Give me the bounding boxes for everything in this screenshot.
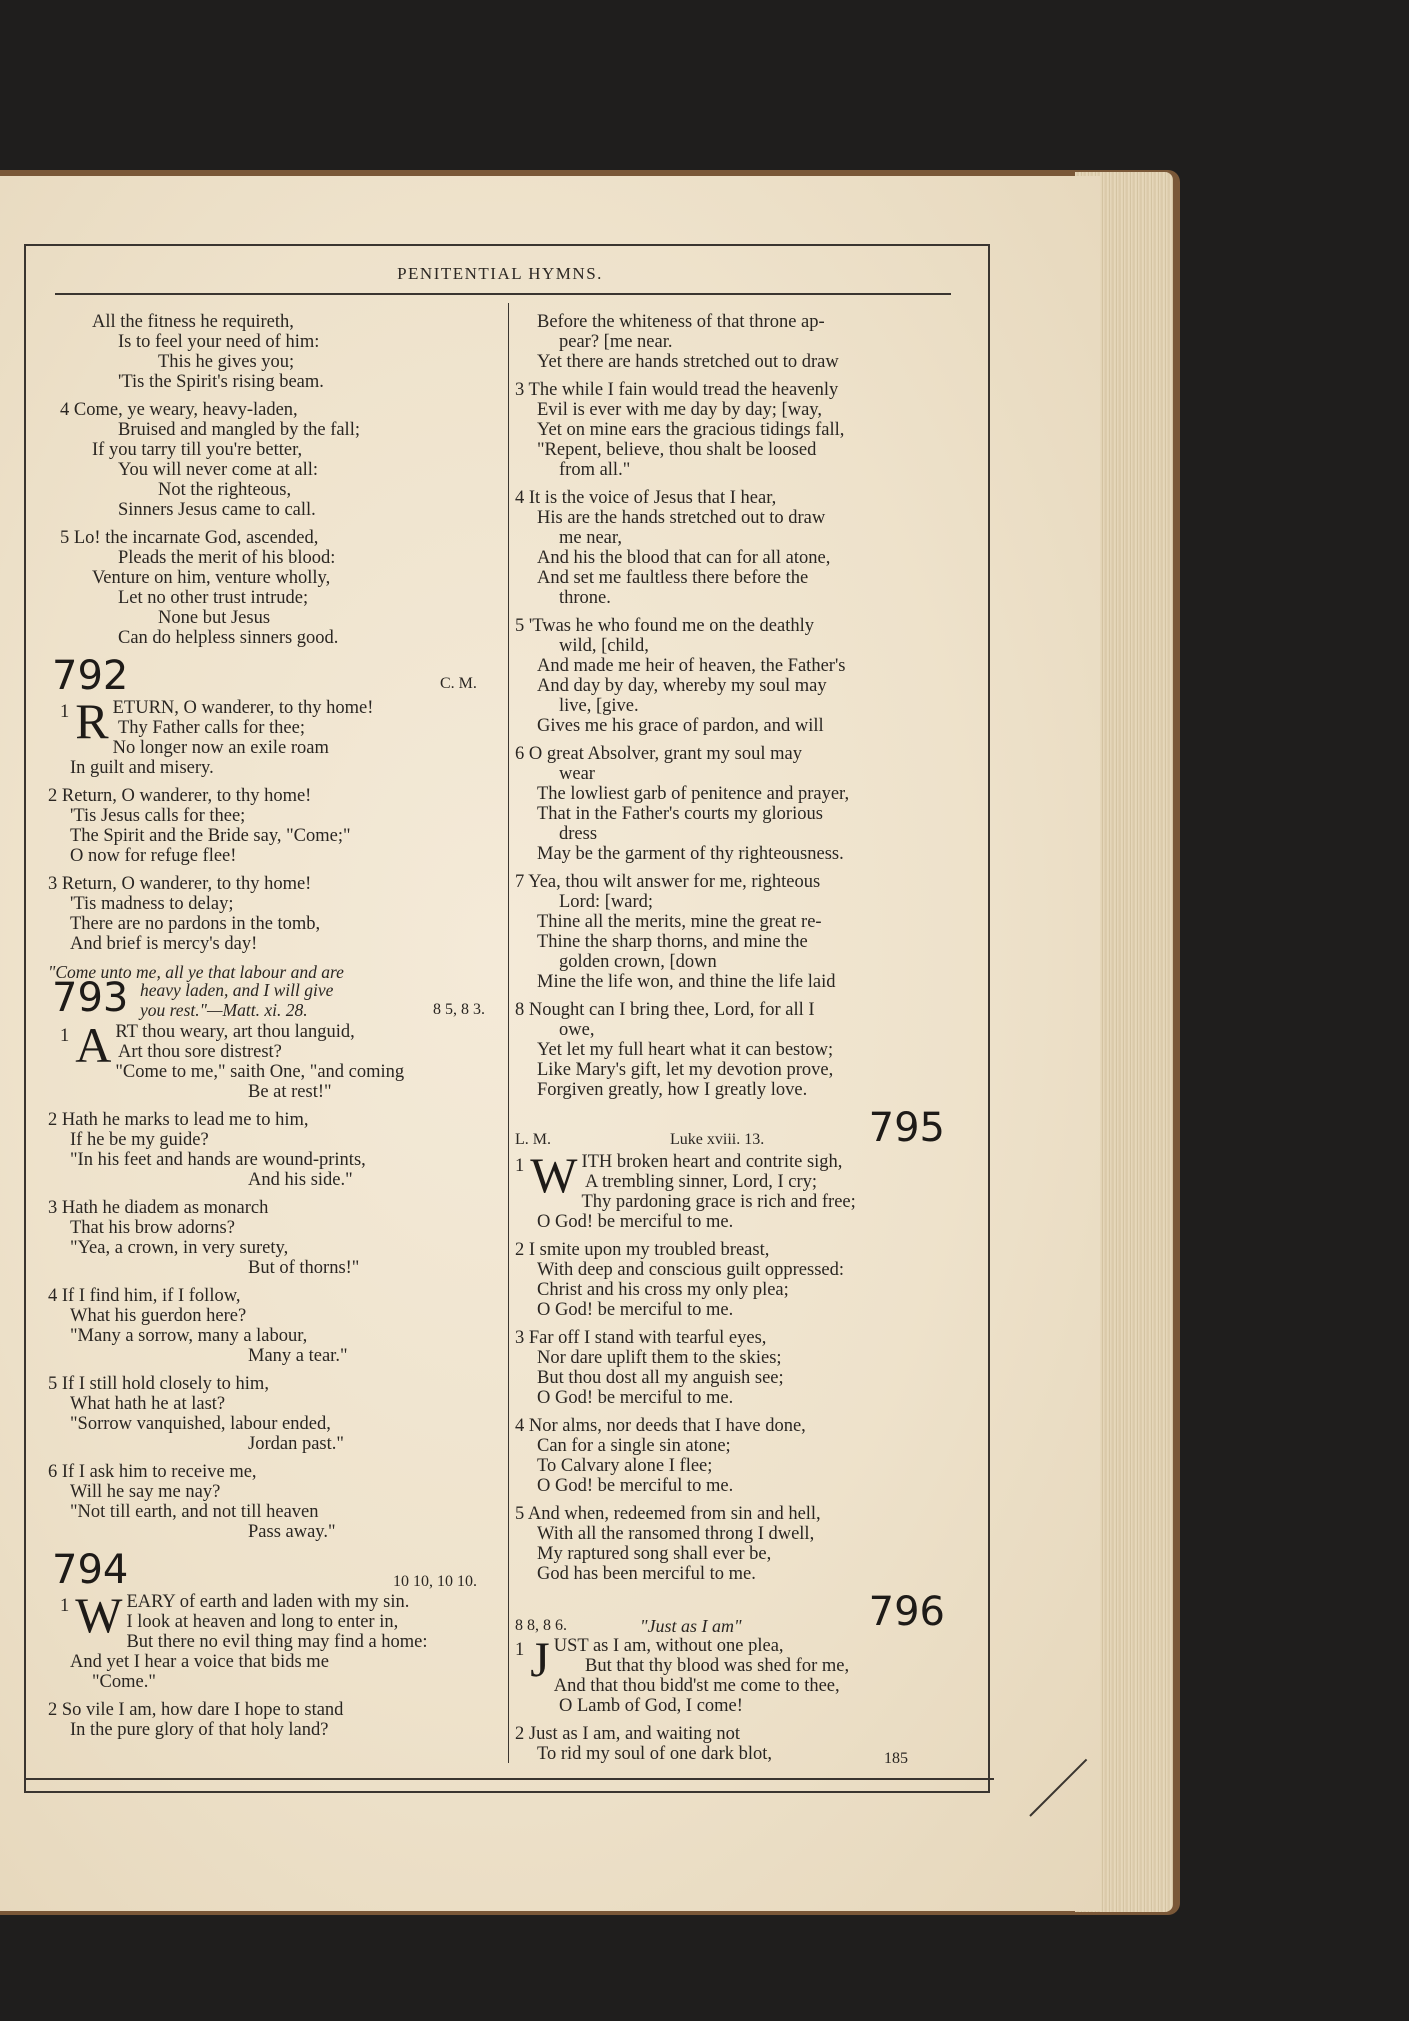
hymn-meter: 8 8, 8 6. <box>515 1617 567 1634</box>
verse-line: But there no evil thing may find a home: <box>126 1632 428 1652</box>
verse-line: And yet I hear a voice that bids me <box>70 1652 329 1672</box>
verse-line: O God! be merciful to me. <box>537 1212 734 1232</box>
verse-line: What hath he at last? <box>70 1394 226 1414</box>
verse-line: My raptured song shall ever be, <box>537 1544 772 1564</box>
verse-line: With all the ransomed throng I dwell, <box>537 1524 815 1544</box>
verse-line: All the fitness he requireth, <box>92 312 294 332</box>
verse-line: That in the Father's courts my glorious <box>537 804 823 824</box>
verse-line: Can for a single sin atone; <box>537 1436 731 1456</box>
verse-line: "Repent, believe, thou shalt be loosed <box>537 440 817 460</box>
verse-line: Forgiven greatly, how I greatly love. <box>537 1080 808 1100</box>
verse-line: "Not till earth, and not till heaven <box>70 1502 319 1522</box>
verse-line: And day by day, whereby my soul may <box>537 676 827 696</box>
verse-line: None but Jesus <box>158 608 271 628</box>
verse-line: Let no other trust intrude; <box>118 588 309 608</box>
hymn-791-continuation <box>48 312 498 648</box>
hymn-number: 792 <box>52 653 129 699</box>
hymn-title: "Just as I am" <box>640 1616 742 1636</box>
verse-line: To rid my soul of one dark blot, <box>537 1744 773 1764</box>
verse-number: 1 <box>60 1596 70 1616</box>
verse-line: Like Mary's gift, let my devotion prove, <box>537 1060 834 1080</box>
hymn-794-continuation <box>515 312 965 1100</box>
verse-line: 2 Just as I am, and waiting not <box>515 1724 741 1744</box>
verse-line: 4 Nor alms, nor deeds that I have done, <box>515 1416 806 1436</box>
hymn-796-header <box>515 1590 965 1636</box>
hymn-792-body <box>48 718 498 954</box>
hymn-meter: 10 10, 10 10. <box>393 1573 477 1590</box>
verse-line: "Many a sorrow, many a labour, <box>70 1326 308 1346</box>
hymn-number: 795 <box>868 1105 945 1151</box>
verse-line: Can do helpless sinners good. <box>118 628 339 648</box>
verse-line: What his guerdon here? <box>70 1306 247 1326</box>
verse-line: ETURN, O wanderer, to thy home! <box>112 698 374 718</box>
verse-line: To Calvary alone I flee; <box>537 1456 713 1476</box>
hymn-number: 793 <box>52 975 129 1021</box>
drop-cap: W <box>75 1587 123 1643</box>
hymn-795-header <box>515 1106 965 1152</box>
verse-line: "Yea, a crown, in very surety, <box>70 1238 289 1258</box>
verse-line: Art thou sore distrest? <box>118 1042 282 1062</box>
verse-line: Bruised and mangled by the fall; <box>118 420 360 440</box>
verse-line: 5 And when, redeemed from sin and hell, <box>515 1504 821 1524</box>
verse-line: Venture on him, venture wholly, <box>92 568 331 588</box>
verse-line: Sinners Jesus came to call. <box>118 500 316 520</box>
verse-line: Be at rest!" <box>248 1082 332 1102</box>
page-number: 185 <box>884 1750 908 1767</box>
verse-line: 7 Yea, thou wilt answer for me, righteous <box>515 872 821 892</box>
right-column <box>515 312 965 1764</box>
hymn-795-body <box>515 1172 965 1584</box>
verse-line: Will he say me nay? <box>70 1482 221 1502</box>
verse-line: 'Tis the Spirit's rising beam. <box>118 372 324 392</box>
verse-line: 4 If I find him, if I follow, <box>48 1286 241 1306</box>
verse-line: golden crown, [down <box>559 952 717 972</box>
column-rule <box>508 303 509 1763</box>
verse-line: EARY of earth and laden with my sin. <box>126 1592 410 1612</box>
hymn-meter: 8 5, 8 3. <box>433 1001 485 1018</box>
hymn-793-motto-line-1: "Come unto me, all ye that labour and are <box>48 962 344 982</box>
verse-line: Christ and his cross my only plea; <box>537 1280 789 1300</box>
verse-line: In the pure glory of that holy land? <box>70 1720 329 1740</box>
verse-line: O God! be merciful to me. <box>537 1476 734 1496</box>
verse-line: owe, <box>559 1020 595 1040</box>
verse-line: But thou dost all my anguish see; <box>537 1368 784 1388</box>
verse-line: O now for refuge flee! <box>70 846 237 866</box>
running-head: PENITENTIAL HYMNS. <box>397 264 603 283</box>
hymn-793-motto-line-2: heavy laden, and I will give <box>140 980 334 1000</box>
drop-cap: A <box>75 1017 112 1073</box>
verse-line: "In his feet and hands are wound-prints, <box>70 1150 366 1170</box>
verse-line: And made me heir of heaven, the Father's <box>537 656 846 676</box>
verse-line: 6 O great Absolver, grant my soul may <box>515 744 802 764</box>
verse-line: 3 Hath he diadem as monarch <box>48 1198 269 1218</box>
verse-line: 3 Return, O wanderer, to thy home! <box>48 874 312 894</box>
verse-line: But that thy blood was shed for me, <box>585 1656 850 1676</box>
verse-line: There are no pardons in the tomb, <box>70 914 321 934</box>
verse-line: May be the garment of thy righteousness. <box>537 844 844 864</box>
verse-line: Before the whiteness of that throne ap- <box>537 312 825 332</box>
verse-line: "Sorrow vanquished, labour ended, <box>70 1414 331 1434</box>
verse-line: 8 Nought can I bring thee, Lord, for all I <box>515 1000 815 1020</box>
verse-line: Thy Father calls for thee; <box>118 718 305 738</box>
hymn-793-body <box>48 1042 498 1542</box>
hymn-793-header <box>48 975 498 1022</box>
verse-line: 'Tis madness to delay; <box>70 894 234 914</box>
verse-number: 1 <box>60 1026 70 1046</box>
verse-line: dress <box>559 824 598 844</box>
verse-line: "Come to me," saith One, "and coming <box>115 1062 405 1082</box>
verse-line: You will never come at all: <box>118 460 319 480</box>
verse-line: Yet let my full heart what it can bestow; <box>537 1040 834 1060</box>
verse-line: If he be my guide? <box>70 1130 209 1150</box>
verse-line: Is to feel your need of him: <box>118 332 320 352</box>
verse-line: 2 Return, O wanderer, to thy home! <box>48 786 312 806</box>
verse-line: 2 I smite upon my troubled breast, <box>515 1240 770 1260</box>
verse-line: His are the hands stretched out to draw <box>537 508 826 528</box>
verse-line: Evil is ever with me day by day; [way, <box>537 400 822 420</box>
verse-line: The lowliest garb of penitence and prayer, <box>537 784 850 804</box>
hymn-meter: L. M. <box>515 1131 551 1148</box>
verse-line: from all." <box>559 460 631 480</box>
scripture-reference: Luke xviii. 13. <box>670 1131 765 1148</box>
verse-line: No longer now an exile roam <box>112 738 329 758</box>
drop-cap: J <box>530 1631 550 1687</box>
verse-line: pear? [me near. <box>559 332 673 352</box>
verse-line: live, [give. <box>559 696 639 716</box>
verse-line: O God! be merciful to me. <box>537 1300 734 1320</box>
header-rule <box>55 293 951 295</box>
verse-line: I look at heaven and long to enter in, <box>126 1612 399 1632</box>
verse-line: In guilt and misery. <box>70 758 214 778</box>
verse-line: That his brow adorns? <box>70 1218 235 1238</box>
verse-line: wild, [child, <box>559 636 649 656</box>
verse-line: Thine the sharp thorns, and mine the <box>537 932 808 952</box>
verse-line: But of thorns!" <box>248 1258 360 1278</box>
verse-line: And that thou bidd'st me come to thee, <box>553 1676 840 1696</box>
left-column <box>48 312 498 1740</box>
hymn-793-motto-line-3: you rest."—Matt. xi. 28. <box>140 1000 308 1020</box>
verse-line: 5 If I still hold closely to him, <box>48 1374 269 1394</box>
verse-line: 2 Hath he marks to lead me to him, <box>48 1110 309 1130</box>
verse-line: And his side." <box>248 1170 353 1190</box>
hymn-792-header <box>48 654 498 698</box>
verse-line: 5 Lo! the incarnate God, ascended, <box>60 528 319 548</box>
verse-line: Gives me his grace of pardon, and will <box>537 716 824 736</box>
verse-number: 1 <box>515 1156 525 1176</box>
verse-line: wear <box>559 764 595 784</box>
verse-line: O Lamb of God, I come! <box>559 1696 743 1716</box>
verse-line: Mine the life won, and thine the life laid <box>537 972 836 992</box>
verse-line: 4 It is the voice of Jesus that I hear, <box>515 488 777 508</box>
verse-line: 3 The while I fain would tread the heavenly <box>515 380 839 400</box>
verse-line: UST as I am, without one plea, <box>553 1636 784 1656</box>
hymn-796-body <box>515 1656 965 1764</box>
verse-line: me near, <box>559 528 622 548</box>
verse-line: A trembling sinner, Lord, I cry; <box>585 1172 817 1192</box>
verse-line: 4 Come, ye weary, heavy-laden, <box>60 400 298 420</box>
verse-line: And his the blood that can for all atone, <box>537 548 831 568</box>
verse-line: Thy pardoning grace is rich and free; <box>581 1192 856 1212</box>
verse-line: 'Tis Jesus calls for thee; <box>70 806 246 826</box>
verse-line: And brief is mercy's day! <box>70 934 258 954</box>
verse-line: Yet there are hands stretched out to draw <box>537 352 839 372</box>
verse-line: Many a tear." <box>248 1346 348 1366</box>
hymn-number: 794 <box>52 1547 129 1593</box>
verse-number: 1 <box>60 702 70 722</box>
verse-line: With deep and conscious guilt oppressed: <box>537 1260 845 1280</box>
verse-line: 2 So vile I am, how dare I hope to stand <box>48 1700 344 1720</box>
verse-line: God has been merciful to me. <box>537 1564 756 1584</box>
verse-line: Jordan past." <box>248 1434 344 1454</box>
verse-line: Thine all the merits, mine the great re- <box>537 912 822 932</box>
verse-line: The Spirit and the Bride say, "Come;" <box>70 826 351 846</box>
verse-line: And set me faultless there before the <box>537 568 809 588</box>
verse-line: Lord: [ward; <box>559 892 654 912</box>
verse-line: Yet on mine ears the gracious tidings fall, <box>537 420 845 440</box>
verse-line: Pass away." <box>248 1522 336 1542</box>
verse-line: Pleads the merit of his blood: <box>118 548 336 568</box>
hymn-794-header <box>48 1548 498 1592</box>
verse-line: If you tarry till you're better, <box>92 440 303 460</box>
drop-cap: R <box>75 693 109 749</box>
drop-cap: W <box>530 1147 578 1203</box>
hymn-number: 796 <box>868 1589 945 1635</box>
verse-line: RT thou weary, art thou languid, <box>115 1022 355 1042</box>
verse-line: 6 If I ask him to receive me, <box>48 1462 257 1482</box>
verse-number: 1 <box>515 1640 525 1660</box>
verse-line: Nor dare uplift them to the skies; <box>537 1348 782 1368</box>
verse-line: 5 'Twas he who found me on the deathly <box>515 616 814 636</box>
verse-line: throne. <box>559 588 611 608</box>
bottom-rule <box>24 1778 994 1780</box>
verse-line: ITH broken heart and contrite sigh, <box>581 1152 843 1172</box>
verse-line: "Come." <box>92 1672 156 1692</box>
verse-line: 3 Far off I stand with tearful eyes, <box>515 1328 767 1348</box>
verse-line: This he gives you; <box>158 352 295 372</box>
hymn-meter: C. M. <box>440 675 477 692</box>
verse-line: Not the righteous, <box>158 480 292 500</box>
verse-line: O God! be merciful to me. <box>537 1388 734 1408</box>
